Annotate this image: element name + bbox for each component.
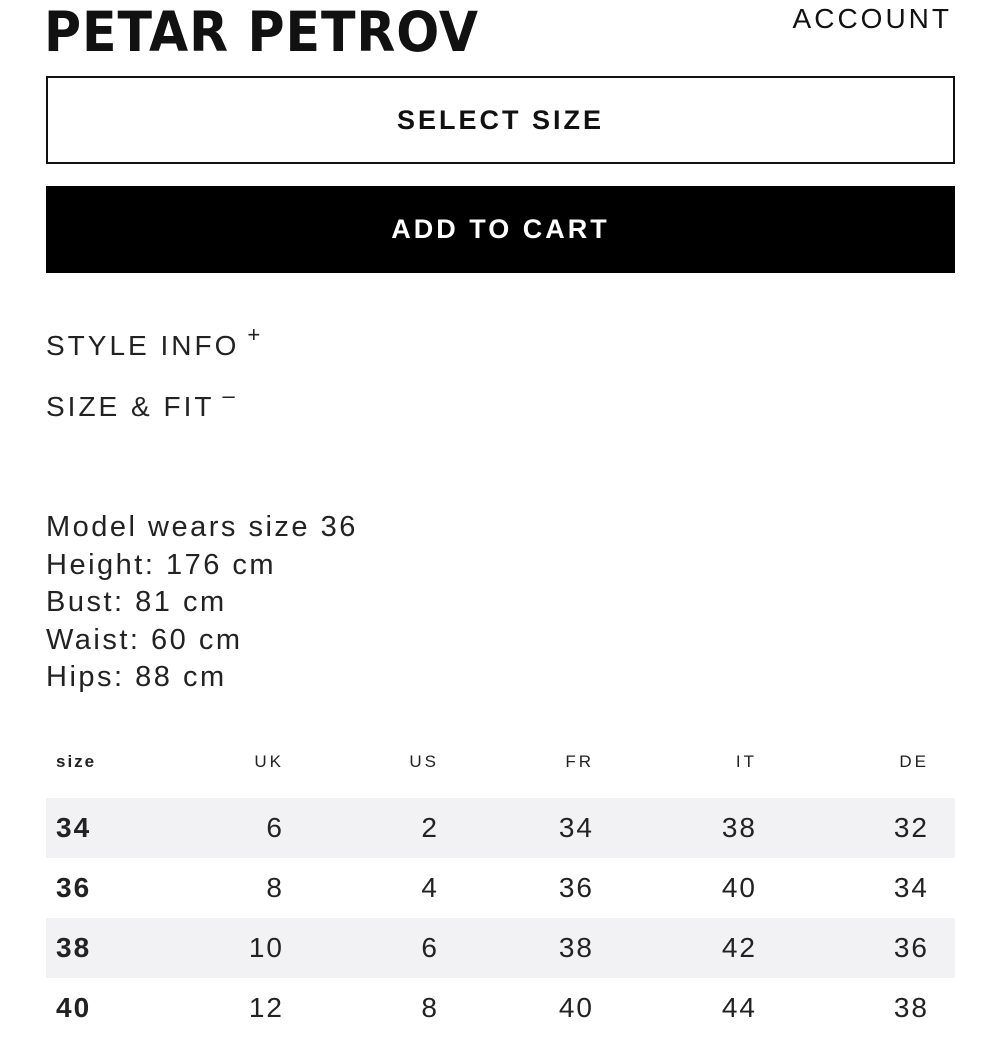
select-size-label: SELECT SIZE bbox=[396, 104, 605, 135]
account-link[interactable]: ACCOUNT bbox=[792, 3, 952, 34]
cell-us: 6 bbox=[284, 918, 439, 978]
cell-fr: 34 bbox=[439, 798, 594, 858]
model-size-line: Model wears size 36 bbox=[46, 511, 358, 543]
brand-logo[interactable]: PETAR PETROV bbox=[44, 0, 479, 64]
minus-icon: – bbox=[222, 383, 238, 408]
header-us: US bbox=[409, 752, 439, 771]
cell-size: 34 bbox=[46, 798, 196, 858]
plus-icon: + bbox=[247, 322, 264, 347]
cell-it: 44 bbox=[721, 992, 757, 1023]
cell-us: 4 bbox=[421, 872, 439, 903]
add-to-cart-label: ADD TO CART bbox=[391, 214, 610, 244]
cell-de: 32 bbox=[757, 798, 955, 858]
cell-it: 42 bbox=[594, 918, 757, 978]
select-size-dropdown[interactable] bbox=[46, 76, 955, 164]
cell-size: 38 bbox=[46, 918, 196, 978]
cell-de: 38 bbox=[893, 992, 929, 1023]
header-it: IT bbox=[735, 752, 757, 771]
model-waist-line: Waist: 60 cm bbox=[46, 623, 243, 656]
table-row bbox=[46, 858, 955, 918]
model-bust-line: Bust: 81 cm bbox=[46, 586, 227, 618]
cell-uk: 8 bbox=[266, 872, 284, 903]
cell-us: 8 bbox=[421, 992, 439, 1023]
size-fit-toggle[interactable] bbox=[46, 383, 238, 423]
cell-fr: 38 bbox=[439, 918, 594, 978]
cell-us: 2 bbox=[284, 798, 439, 858]
cell-de: 36 bbox=[757, 918, 955, 978]
cell-it: 38 bbox=[594, 798, 757, 858]
cell-uk: 6 bbox=[196, 798, 284, 858]
style-info-toggle[interactable] bbox=[46, 322, 264, 362]
header-de: DE bbox=[899, 752, 929, 771]
table-row bbox=[46, 918, 955, 978]
table-row bbox=[46, 798, 955, 858]
model-measurements bbox=[46, 509, 358, 697]
model-hips-line: Hips: 88 cm bbox=[46, 661, 227, 693]
style-info-label: STYLE INFO bbox=[46, 330, 240, 361]
cell-fr: 40 bbox=[558, 992, 594, 1023]
header-fr: FR bbox=[565, 752, 594, 771]
header-size: size bbox=[56, 752, 97, 771]
header-uk: UK bbox=[254, 752, 284, 771]
size-conversion-table bbox=[46, 740, 955, 1038]
cell-size: 36 bbox=[56, 872, 92, 903]
table-header-row bbox=[46, 740, 955, 784]
add-to-cart-button[interactable] bbox=[46, 186, 955, 273]
cell-it: 40 bbox=[721, 872, 757, 903]
cell-size: 40 bbox=[56, 992, 92, 1023]
size-fit-label: SIZE & FIT bbox=[46, 391, 215, 422]
cell-de: 34 bbox=[893, 872, 929, 903]
cell-uk: 12 bbox=[248, 992, 284, 1023]
cell-fr: 36 bbox=[558, 872, 594, 903]
table-row bbox=[46, 978, 955, 1038]
cell-uk: 10 bbox=[196, 918, 284, 978]
model-height-line: Height: 176 cm bbox=[46, 548, 277, 581]
